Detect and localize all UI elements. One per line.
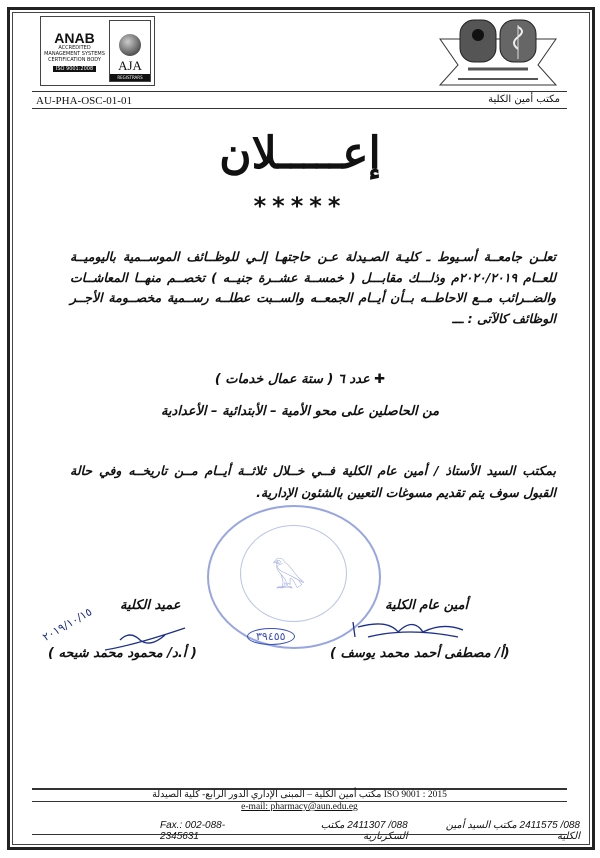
instructions-paragraph: بمكتب السيد الأستاذ / أمين عام الكلية فــي خــلال ثلاثــة أيــام مــن تاريخــه وفي حالة القبول سوف يتم تقديم مسوغات التعيين بالشئون الإدارية. <box>70 463 556 500</box>
aja-logo <box>109 20 151 82</box>
anab-accredited: ACCREDITED <box>58 44 91 51</box>
secretary-name: (أ/ مصطفى أحمد محمد يوسف ) <box>330 646 510 661</box>
footer-secretary-phone: 088/ 2411307 مكتب السكرتارية <box>320 820 408 842</box>
job-item-text: عدد ٦ ( ستة عمال خدمات ) <box>214 372 370 387</box>
university-faculty-logo <box>438 17 558 87</box>
eagle-emblem-icon: 𓅃 <box>272 561 306 596</box>
stars-divider: ***** <box>253 192 347 220</box>
handwritten-date: ٢٠١٩/١٠/١٥ <box>40 605 95 644</box>
footer-rule-3 <box>32 834 567 835</box>
anab-logo <box>44 20 105 82</box>
bullet-icon: ✚ <box>369 372 386 387</box>
announcement-paragraph: تعلـن جامعــة أسـيوط ـ كليـة الصـيدلة عـن حاجتهـا إلـي للوظــائف الموســمية باليوميــة للعــام ٢٠٢٠/٢٠١٩م وذلـــك مقابـــل ( خمســة عشــرة جنيــه ) تخصــم منهــا المعاشــات والضــرائب مــع الاحاطــه بــأن أيــام الجمعــه والســبت عطلــه رســمية مخصــومة الأجــر الوظائف كالآتى : ـــ <box>70 249 556 326</box>
footer-email[interactable]: e-mail: pharmacy@aun.edu.eg <box>241 802 358 812</box>
header-rule-top <box>32 91 567 92</box>
certification-logos <box>40 16 155 86</box>
qualifications: من الحاصلين على محو الأمية – الأبتدائية – الأعدادية <box>160 404 440 419</box>
stamp-number: ٣٩٤٥٥ <box>247 628 295 645</box>
footer-address: مكتب أمين الكلية – المبنى الإداري الدور الرابع- كلية الصيدلة ISO 9001 : 2015 <box>152 790 447 800</box>
aja-text: AJA <box>118 58 142 73</box>
office-label: مكتب أمين الكلية <box>488 94 560 105</box>
anab-body: MANAGEMENT SYSTEMS CERTIFICATION BODY <box>44 50 105 63</box>
dean-title: عميد الكلية <box>120 598 181 613</box>
dean-name: ( أ.د/ محمود محمد شيحه ) <box>48 646 197 661</box>
footer-office-phone: 088/ 2411575 مكتب السيد أمين الكلية <box>445 820 580 842</box>
header-rule-bottom <box>32 108 567 109</box>
globe-icon <box>119 34 141 56</box>
aja-registrars: REGISTRARS <box>110 74 150 81</box>
footer-contacts <box>160 820 580 842</box>
anab-text: ANAB <box>54 29 95 46</box>
iso-badge: ISO 9001:2008 <box>53 66 96 72</box>
footer-fax: Fax.: 002-088-2345631 <box>160 820 226 842</box>
secretary-general-title: أمين عام الكلية <box>385 598 469 613</box>
page-title: إعـــــلان <box>219 128 381 179</box>
document-code: AU-PHA-OSC-01-01 <box>36 95 132 107</box>
job-item <box>0 372 600 387</box>
